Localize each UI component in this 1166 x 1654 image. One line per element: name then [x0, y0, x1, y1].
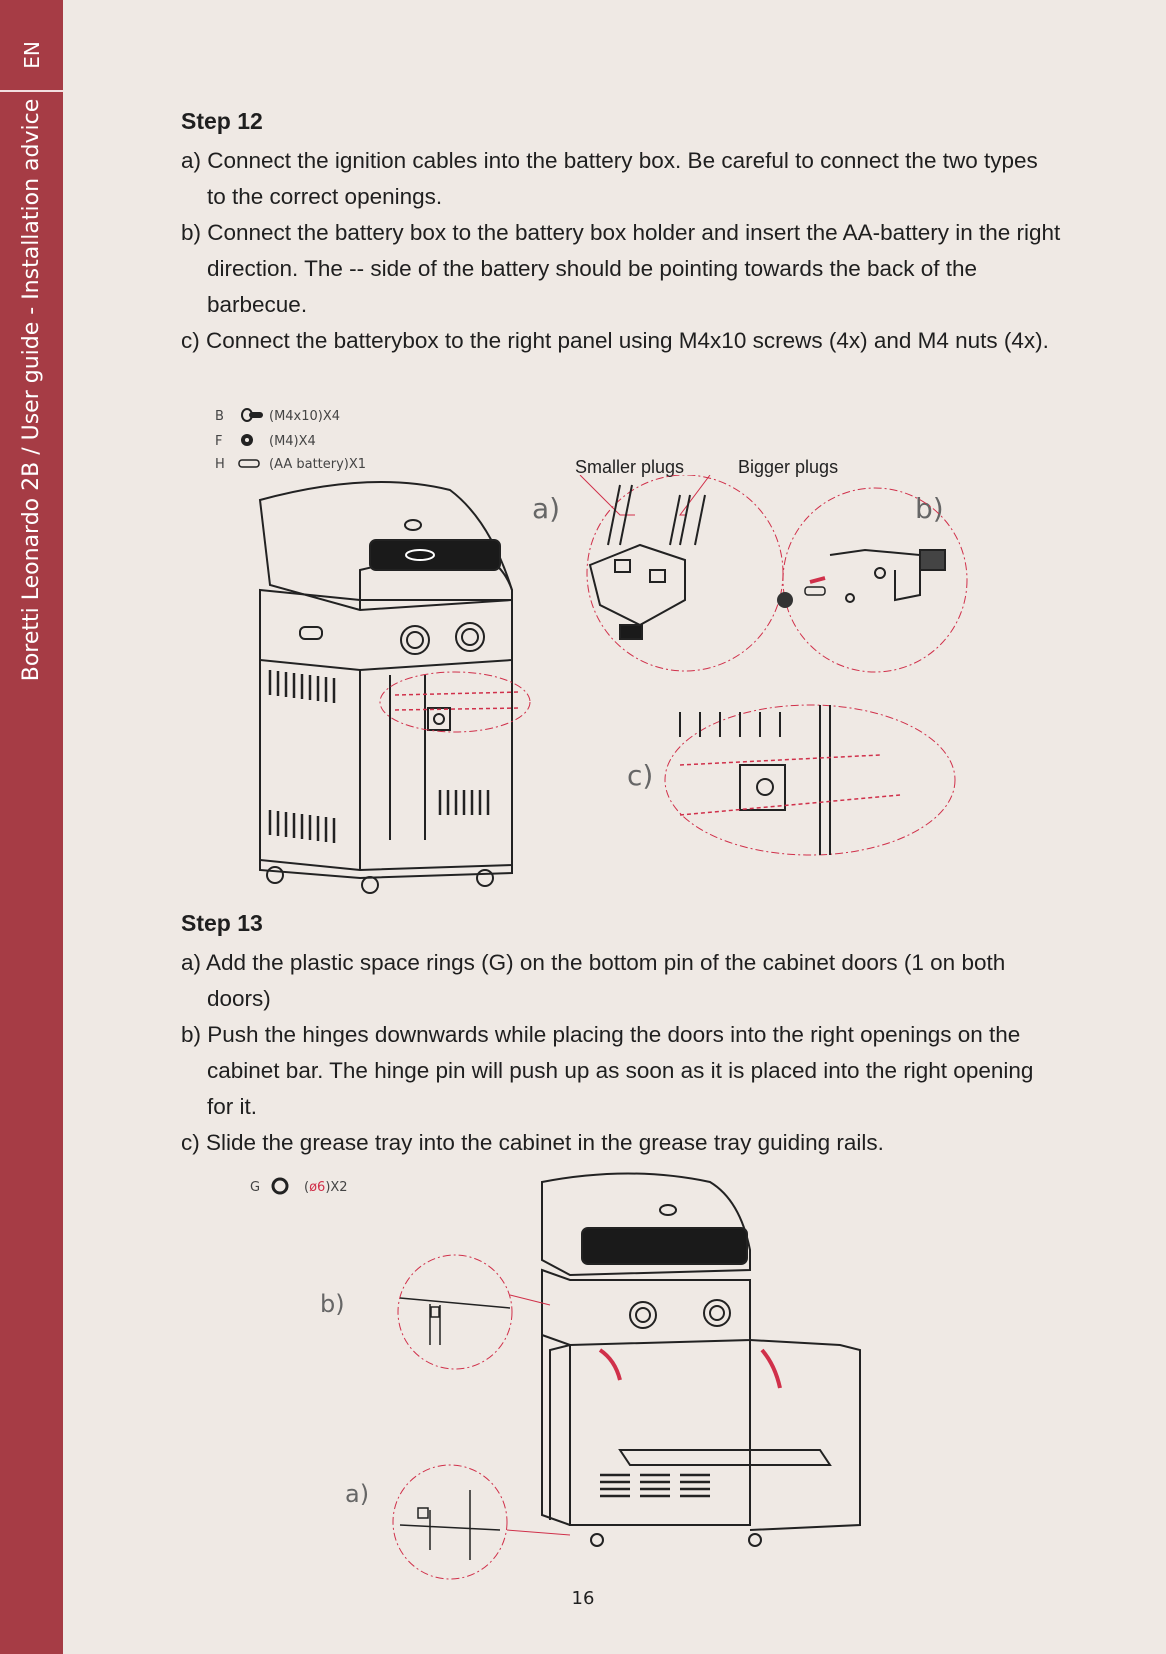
detail-b-label: b) — [915, 492, 944, 525]
step-13-item-b: b) Push the hinges downwards while placing the doors into the right openings on the cabinet bar. The hinge pin will push up as soon as it is placed into the right opening for it. — [181, 1022, 1034, 1119]
step-12-item-b: b) Connect the battery box to the battery box holder and insert the AA-battery in the right direction. The -- side of the battery should be pointing towards the back of the barbecue. — [181, 220, 1061, 317]
detail-a-label: a) — [532, 492, 561, 525]
page-number: 16 — [571, 1588, 595, 1609]
part-g-letter: G — [250, 1180, 261, 1195]
part-b-letter: B — [215, 409, 224, 424]
part-h-spec: (AA battery)X1 — [269, 457, 367, 472]
detail-c-ellipse — [665, 705, 955, 855]
step-12-instructions — [181, 143, 1061, 359]
step-12-grill-illustration — [250, 480, 550, 900]
step-13-title: Step 13 — [181, 910, 263, 936]
language-label: EN — [19, 41, 44, 69]
sidebar — [0, 0, 63, 1654]
step-13-instructions — [181, 945, 1061, 1161]
part-b-spec: (M4x10)X4 — [269, 409, 341, 424]
step-12-item-a: a) Connect the ignition cables into the battery box. Be careful to connect the two types to the correct openings. — [181, 148, 1038, 209]
screw-icon — [242, 409, 263, 421]
nut-icon — [241, 434, 253, 446]
step-13-item-c: c) Slide the grease tray into the cabinet in the grease tray guiding rails. — [181, 1130, 884, 1155]
step-12-section — [181, 108, 1061, 359]
detail-b-circle-13 — [398, 1255, 512, 1369]
step-12-detail-views — [520, 475, 1150, 915]
detail-a-circle — [580, 475, 783, 671]
detail-a-circle-13 — [393, 1465, 507, 1579]
step-12-parts-list — [205, 405, 405, 475]
part-f-letter: F — [215, 434, 223, 449]
bigger-plugs-label: Bigger plugs — [738, 457, 839, 477]
ring-icon — [273, 1179, 287, 1193]
sidebar-title: Boretti Leonardo 2B / User guide - Installation advice — [19, 98, 44, 682]
detail-b-label-13: b) — [320, 1290, 345, 1318]
step-13-section — [181, 910, 1061, 1161]
part-g-spec: (ø6)X2 — [304, 1180, 348, 1195]
smaller-plugs-label: Smaller plugs — [575, 457, 685, 477]
detail-a-label-13: a) — [345, 1480, 370, 1508]
detail-c-label: c) — [627, 759, 654, 792]
step-13-illustration — [300, 1170, 880, 1580]
part-f-spec: (M4)X4 — [269, 434, 316, 449]
step-12-item-c: c) Connect the batterybox to the right panel using M4x10 screws (4x) and M4 nuts (4x). — [181, 328, 1049, 353]
part-h-letter: H — [215, 457, 225, 472]
step-13-item-a: a) Add the plastic space rings (G) on the bottom pin of the cabinet doors (1 on both doors) — [181, 950, 1006, 1011]
step-12-title: Step 12 — [181, 108, 263, 134]
battery-icon — [239, 460, 259, 467]
language-tab — [0, 20, 63, 90]
